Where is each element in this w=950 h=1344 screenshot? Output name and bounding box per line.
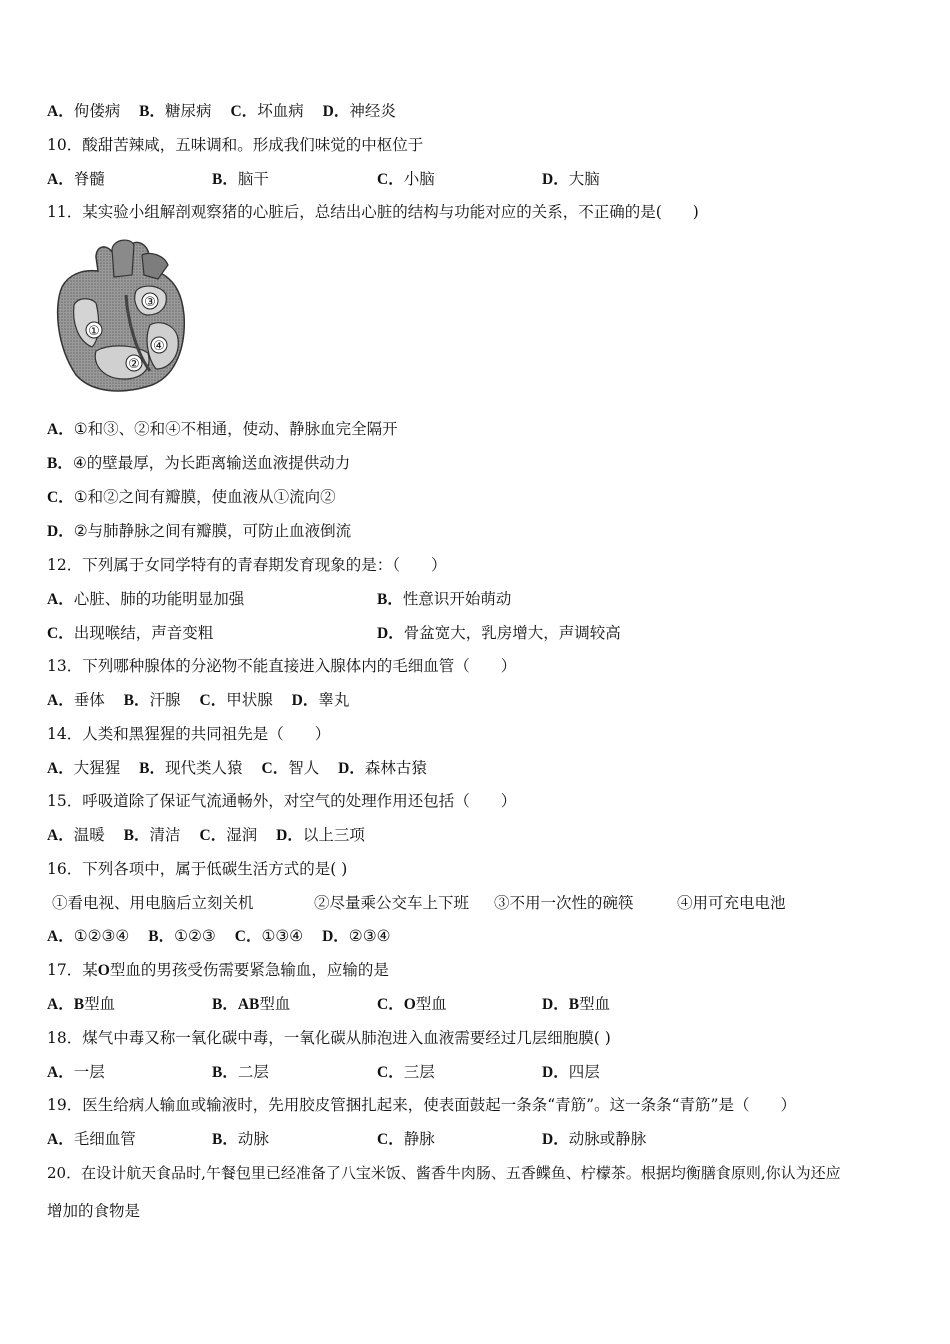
statement-4: ④用可充电电池 [677,894,786,912]
q9-options [47,101,410,122]
option-c: C．三层 [377,1063,435,1081]
statement-1: ①看电视、用电脑后立刻关机 [52,894,254,912]
q18-options [47,1062,707,1083]
option-b: B．二层 [212,1063,269,1081]
option-d: D．动脉或静脉 [542,1130,647,1148]
q16-options [47,926,404,947]
q11-option-d: D．②与肺静脉之间有瓣膜，可防止血液倒流 [47,522,352,540]
option-d: D．骨盆宽大，乳房增大，声调较高 [377,624,621,642]
question-18-stem: 18．煤气中毒又称一氧化碳中毒，一氧化碳从肺泡进入血液需要经过几层细胞膜( ) [47,1029,611,1047]
option-c: C．O型血 [377,995,447,1013]
option-c: C．坏血病 [230,102,304,120]
option-c: C．小脑 [377,170,435,188]
option-b: B．糖尿病 [139,102,212,120]
option-a: A．佝偻病 [47,102,121,120]
q17-options [47,994,707,1015]
option-a: A．温暖 [47,826,105,844]
statement-3: ③不用一次性的碗筷 [494,894,634,912]
q12-options-row2 [47,623,707,644]
option-d: D．四层 [542,1063,600,1081]
option-b: B．性意识开始萌动 [377,590,512,608]
option-a: A．一层 [47,1063,105,1081]
svg-text:③: ③ [144,295,156,310]
question-16-stem: 16．下列各项中，属于低碳生活方式的是( ) [47,860,348,878]
question-10-stem: 10．酸甜苦辣咸，五味调和。形成我们味觉的中枢位于 [47,136,424,154]
question-20-stem-line2: 增加的食物是 [47,1202,141,1220]
option-c: C．①③④ [234,927,304,945]
label-1 [86,322,102,339]
option-d: D．②③④ [322,927,391,945]
question-15-stem: 15．呼吸道除了保证气流通畅外，对空气的处理作用还包括（ ） [47,792,517,810]
option-d: D．大脑 [542,170,600,188]
option-a: A．心脏、肺的功能明显加强 [47,590,245,608]
q16-statements [52,893,786,913]
option-a: A．脊髓 [47,170,105,188]
question-12-stem: 12．下列属于女同学特有的青春期发育现象的是：（ ） [47,556,447,574]
option-d: D．以上三项 [276,826,365,844]
question-14-stem: 14．人类和黑猩猩的共同祖先是（ ） [47,725,331,743]
question-20-stem-line1: 20．在设计航天食品时,午餐包里已经准备了八宝米饭、酱香牛肉肠、五香鲽鱼、柠檬茶。根据均衡膳食原则,你认为还应 [47,1164,841,1182]
q11-option-b: B．④的壁最厚，为长距离输送血液提供动力 [47,454,351,472]
option-b: B．①②③ [148,927,216,945]
q13-options [47,690,363,711]
option-a: A．大猩猩 [47,759,121,777]
question-19-stem: 19．医生给病人输血或输液时，先用胶皮管捆扎起来，使表面鼓起一条条“青筋”。这一条条“青筋”是（ ） [47,1096,796,1114]
svg-text:②: ② [128,357,140,372]
option-b: B．清洁 [123,826,181,844]
option-a: A．毛细血管 [47,1130,136,1148]
svg-text:④: ④ [153,339,165,354]
q11-option-a: A．①和③、②和④不相通，使动、静脉血完全隔开 [47,420,398,438]
q14-options [47,758,441,779]
option-d: D．森林古猿 [338,759,427,777]
option-c: C．甲状腺 [199,691,273,709]
option-b: B．现代类人猿 [139,759,243,777]
option-b: B．脑干 [212,170,269,188]
q10-options [47,169,707,190]
q12-options-row1 [47,589,707,610]
question-17-stem: 17．某O型血的男孩受伤需要紧急输血，应输的是 [47,961,389,979]
option-b: B．汗腺 [123,691,181,709]
aorta [112,240,134,277]
option-c: C．出现喉结，声音变粗 [47,624,214,642]
q11-option-c: C．①和②之间有瓣膜，使血液从①流向② [47,488,336,506]
option-b: B．动脉 [212,1130,269,1148]
option-c: C．静脉 [377,1130,435,1148]
option-d: D．B型血 [542,995,611,1013]
question-13-stem: 13．下列哪种腺体的分泌物不能直接进入腺体内的毛细血管（ ） [47,657,517,675]
question-11-stem: 11．某实验小组解剖观察猪的心脏后，总结出心脏的结构与功能对应的关系，不正确的是( ) [47,203,699,221]
svg-text:①: ① [88,324,100,339]
option-a: A．垂体 [47,691,105,709]
option-d: D．睾丸 [291,691,350,709]
label-3 [142,293,158,310]
option-c: C．智人 [261,759,320,777]
option-a: A．B型血 [47,995,116,1013]
q15-options [47,825,379,846]
label-4 [151,337,167,354]
option-d: D．神经炎 [322,102,396,120]
option-b: B．AB型血 [212,995,291,1013]
option-c: C．湿润 [199,826,258,844]
heart-diagram [52,235,190,395]
option-a: A．①②③④ [47,927,130,945]
q19-options [47,1129,707,1150]
statement-2: ②尽量乘公交车上下班 [314,894,470,912]
label-2 [126,355,142,372]
